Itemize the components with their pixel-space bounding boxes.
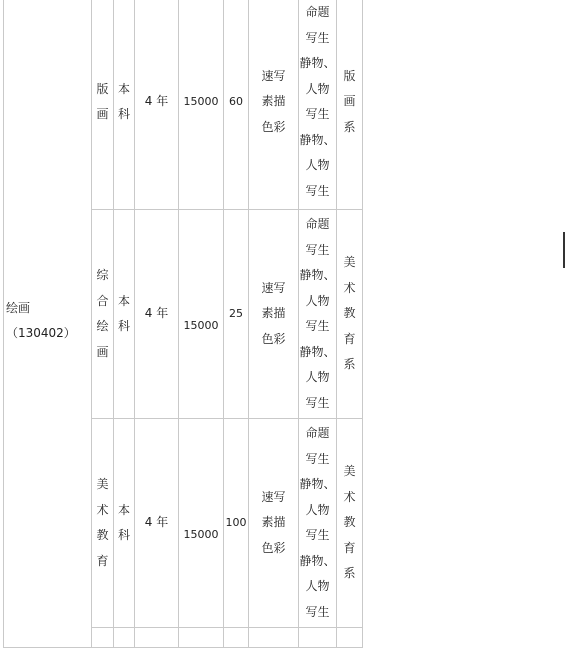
exam-subjects-cell — [249, 0, 299, 210]
quota-cell — [224, 210, 249, 419]
empty-cell — [179, 628, 224, 648]
department-cell — [337, 419, 363, 628]
quota-text: 25 — [229, 307, 243, 321]
cell-line: 人物 — [305, 370, 330, 384]
cell-line: 素描 — [261, 306, 286, 321]
duration-text: 4 年 — [144, 306, 169, 321]
tuition-text: 15000 — [183, 95, 219, 109]
group-label-cell — [4, 0, 92, 648]
empty-cell — [224, 628, 249, 648]
level-cell — [114, 0, 135, 210]
duration-text: 4 年 — [144, 94, 169, 109]
cell-line: 人物 — [305, 293, 330, 308]
duration-cell — [135, 0, 179, 210]
cell-line: 美 — [96, 477, 109, 491]
empty-cell — [135, 628, 179, 648]
cell-line: 育 — [343, 540, 356, 555]
specialty-cell — [92, 0, 114, 210]
cell-line: 写生 — [305, 107, 330, 121]
tuition-cell — [179, 0, 224, 210]
level-cell — [114, 419, 135, 628]
duration-text: 4 年 — [144, 515, 169, 530]
table-row — [4, 0, 363, 210]
cell-line: 合 — [96, 293, 109, 308]
cell-line: 教 — [343, 306, 356, 321]
cell-line: 科 — [117, 319, 130, 333]
cell-line: 色彩 — [261, 331, 286, 346]
cell-line: 写生 — [305, 319, 330, 333]
cell-line: 命题 — [305, 426, 330, 440]
empty-cell — [249, 628, 299, 648]
cell-line: 静物、 — [299, 132, 336, 147]
admissions-table-frame — [3, 0, 363, 648]
specialty-cell — [92, 419, 114, 628]
level-cell — [114, 210, 135, 419]
cell-line: 写生 — [305, 30, 330, 45]
exam-content-cell — [299, 0, 337, 210]
cell-line: 系 — [343, 119, 356, 134]
tuition-text: 15000 — [183, 319, 219, 333]
tuition-text: 15000 — [183, 528, 219, 542]
cell-line: 速写 — [261, 280, 286, 295]
cell-line: 术 — [343, 489, 356, 504]
cell-line: 教 — [343, 515, 356, 530]
cell-line: 速写 — [261, 68, 286, 83]
cell-line: 教 — [96, 528, 109, 542]
cell-line: 本 — [117, 502, 130, 517]
cell-line: 人物 — [305, 158, 330, 172]
department-cell — [337, 0, 363, 210]
table-body — [4, 0, 363, 648]
cell-line: 人物 — [305, 81, 330, 96]
quota-text: 100 — [225, 516, 247, 530]
cell-line: 版 — [96, 81, 109, 96]
cell-line: 术 — [343, 280, 356, 295]
empty-cell — [299, 628, 337, 648]
quota-cell — [224, 419, 249, 628]
cell-line: 科 — [117, 528, 130, 542]
group-label: 绘画（130402） — [6, 300, 76, 340]
admissions-table — [3, 0, 363, 648]
cell-line: 色彩 — [261, 119, 286, 134]
cell-line: 素描 — [261, 515, 286, 530]
tuition-cell — [179, 210, 224, 419]
cell-line: 命题 — [305, 5, 330, 19]
cell-line: 综 — [96, 268, 109, 282]
duration-cell — [135, 210, 179, 419]
cell-line: 速写 — [261, 489, 286, 504]
cell-line: 画 — [96, 344, 109, 359]
empty-cell — [92, 628, 114, 648]
cell-line: 本 — [117, 293, 130, 308]
duration-cell — [135, 419, 179, 628]
cell-line: 育 — [343, 331, 356, 346]
empty-cell — [114, 628, 135, 648]
cell-line: 命题 — [305, 217, 330, 231]
cell-line: 静物、 — [299, 477, 336, 491]
empty-cell — [337, 628, 363, 648]
specialty-cell — [92, 210, 114, 419]
cell-line: 术 — [96, 502, 109, 517]
cell-line: 画 — [343, 94, 356, 109]
quota-cell — [224, 0, 249, 210]
exam-subjects-cell — [249, 210, 299, 419]
cell-line: 写生 — [305, 183, 330, 198]
cell-line: 育 — [96, 553, 109, 568]
cell-line: 写生 — [305, 528, 330, 542]
exam-subjects-cell — [249, 419, 299, 628]
cell-line: 本 — [117, 81, 130, 96]
cell-line: 系 — [343, 566, 356, 581]
exam-content-cell — [299, 419, 337, 628]
quota-text: 60 — [229, 95, 243, 109]
cell-line: 静物、 — [299, 268, 336, 282]
cell-line: 静物、 — [299, 344, 336, 359]
cell-line: 人物 — [305, 502, 330, 517]
cell-line: 人物 — [305, 579, 330, 593]
exam-content-cell — [299, 210, 337, 419]
cell-line: 美 — [343, 464, 356, 479]
cell-line: 色彩 — [261, 540, 286, 555]
cell-line: 写生 — [305, 604, 330, 619]
cell-line: 静物、 — [299, 553, 336, 568]
scroll-edge-mark — [563, 232, 565, 268]
cell-line: 美 — [343, 255, 356, 270]
cell-line: 版 — [343, 68, 356, 83]
tuition-cell — [179, 419, 224, 628]
cell-line: 画 — [96, 107, 109, 121]
cell-line: 绘 — [96, 319, 109, 333]
department-cell — [337, 210, 363, 419]
cell-line: 写生 — [305, 451, 330, 466]
cell-line: 静物、 — [299, 56, 336, 70]
cell-line: 写生 — [305, 395, 330, 410]
cell-line: 写生 — [305, 242, 330, 257]
cell-line: 科 — [117, 107, 130, 121]
cell-line: 素描 — [261, 94, 286, 109]
cell-line: 系 — [343, 357, 356, 372]
